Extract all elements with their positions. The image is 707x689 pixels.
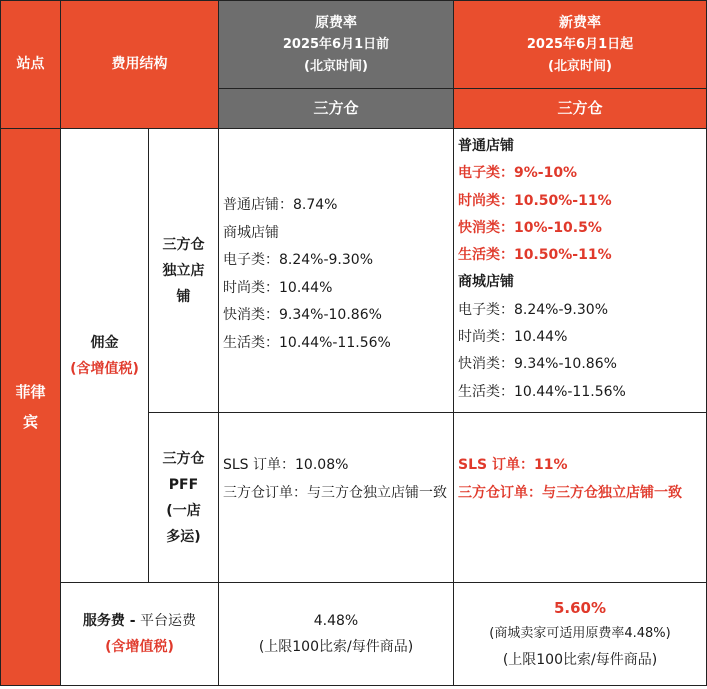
commission-label-cell (61, 129, 149, 583)
new-normal-title: 普通店铺 (458, 138, 514, 154)
standalone-old-cell (219, 129, 454, 413)
site-name: 菲律宾 (15, 383, 46, 431)
pff-label-cell (149, 413, 219, 583)
standalone-row (1, 129, 707, 413)
header-row (1, 1, 707, 89)
commission-vat: (含增值税) (70, 360, 139, 377)
pff-old-3pl: 三方仓订单：与三方仓独立店铺一致 (223, 485, 447, 501)
old-line: 商城店铺 (223, 224, 279, 241)
service-old-rate: 4.48% (313, 613, 359, 629)
old-rate-title: 原费率 (315, 14, 357, 31)
pff-label-1: 三方仓 (162, 450, 205, 467)
new-mall-line: 快消类：9.34%-10.86% (458, 356, 617, 373)
site-cell (1, 129, 61, 686)
old-rate-tz: (北京时间) (304, 58, 368, 74)
new-normal-line: 生活类：10.50%-11% (458, 247, 612, 264)
standalone-label-cell (149, 129, 219, 413)
fee-structure-header: 费用结构 (61, 1, 219, 129)
new-rate-subheader: 三方仓 (454, 89, 707, 129)
old-line: 电子类：8.24%-9.30% (223, 252, 374, 268)
pff-old-sls: SLS 订单：10.08% (223, 457, 349, 473)
service-old-cap: (上限100比索/每件商品) (258, 639, 414, 655)
new-mall-title: 商城店铺 (458, 274, 514, 291)
old-rate-date: 2025年6月1日前 (282, 36, 390, 52)
new-rate-header (454, 1, 707, 89)
service-label-cell (61, 583, 219, 686)
service-label (61, 608, 218, 634)
pff-label-3: (一店 (166, 502, 201, 519)
old-line: 快消类：9.34%-10.86% (223, 307, 382, 323)
service-new-cell (454, 583, 707, 686)
pff-new-cell (454, 413, 707, 583)
service-new-cap: (上限100比索/每件商品) (502, 652, 658, 668)
new-rate-tz: (北京时间) (548, 58, 612, 74)
commission-label: 佣金 (90, 334, 119, 351)
standalone-label-3: 铺 (176, 288, 191, 305)
site-header: 站点 (1, 1, 61, 129)
old-line: 普通店铺：8.74% (223, 197, 338, 213)
pff-new-sls: SLS 订单：11% (458, 457, 568, 473)
pff-label-4: 多运) (166, 528, 201, 545)
service-vat: (含增值税) (105, 639, 174, 655)
service-label-rest: 平台运费 (135, 613, 197, 629)
standalone-label-1: 三方仓 (162, 236, 205, 253)
new-normal-line: 电子类：9%-10% (458, 165, 578, 182)
new-normal-line: 时尚类：10.50%-11% (458, 192, 612, 209)
old-rate-subheader: 三方仓 (219, 89, 454, 129)
service-new-rate: 5.60% (553, 599, 607, 617)
pff-label-2: PFF (168, 476, 199, 493)
pff-new-3pl: 三方仓订单：与三方仓独立店铺一致 (458, 485, 682, 501)
service-label-bold: 服务费 - (82, 613, 136, 629)
service-row (1, 583, 707, 686)
old-line: 时尚类：10.44% (223, 279, 333, 296)
old-line: 生活类：10.44%-11.56% (223, 334, 391, 351)
standalone-new-cell (454, 129, 707, 413)
new-rate-date: 2025年6月1日起 (526, 36, 634, 52)
new-mall-line: 时尚类：10.44% (458, 329, 568, 346)
new-mall-line: 生活类：10.44%-11.56% (458, 383, 626, 400)
pff-old-cell (219, 413, 454, 583)
standalone-label-2: 独立店 (162, 262, 205, 279)
old-rate-header (219, 1, 454, 89)
new-mall-line: 电子类：8.24%-9.30% (458, 301, 609, 318)
new-rate-title: 新费率 (559, 14, 601, 31)
new-normal-line: 快消类：10%-10.5% (458, 219, 602, 236)
service-new-note: (商城卖家可适用原费率4.48%) (489, 626, 671, 641)
service-old-cell (219, 583, 454, 686)
